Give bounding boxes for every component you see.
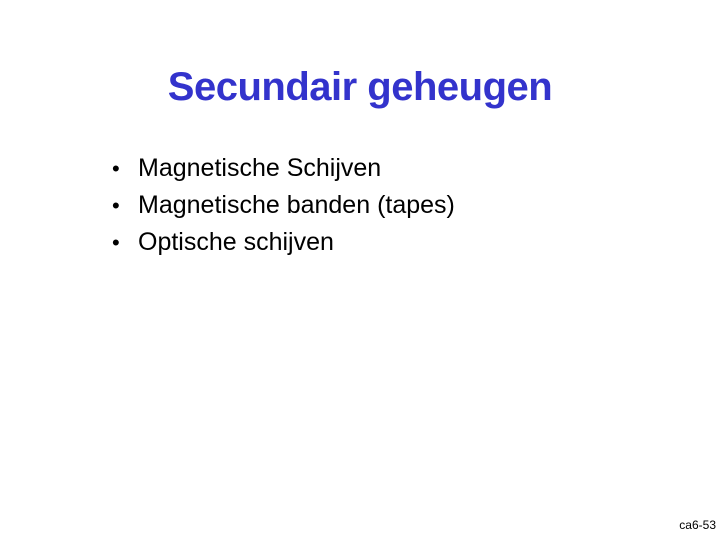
slide-number: ca6-53	[679, 518, 716, 532]
bullet-text: Magnetische Schijven	[138, 154, 382, 182]
bullet-item	[112, 224, 455, 261]
slide-title: Secundair geheugen	[167, 65, 553, 109]
bullet-icon: •	[112, 230, 120, 255]
bullet-item	[112, 187, 455, 224]
bullet-icon: •	[112, 193, 120, 218]
bullet-text: Magnetische banden (tapes)	[138, 191, 455, 219]
bullet-icon: •	[112, 156, 120, 181]
bullet-item	[112, 150, 455, 187]
bullet-text: Optische schijven	[138, 228, 334, 256]
bullet-list	[112, 150, 455, 261]
